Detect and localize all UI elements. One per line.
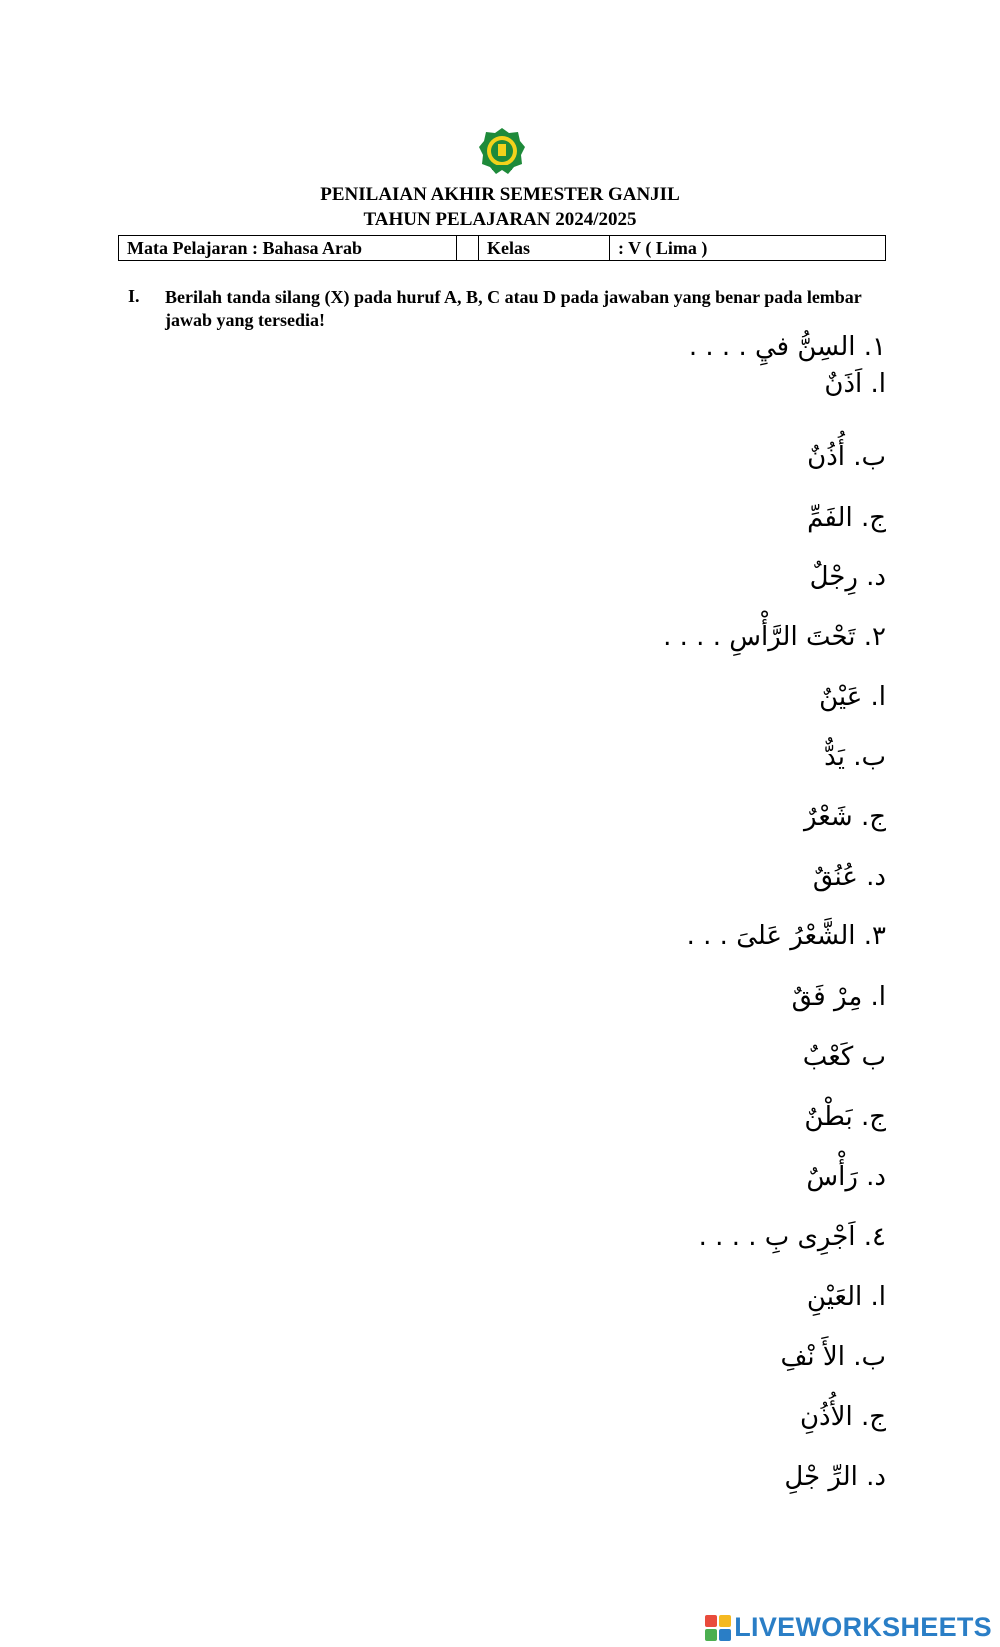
- question-1-option-b: ب. أُذُنٌ: [807, 442, 886, 472]
- info-table: [118, 235, 886, 261]
- subject-cell: Mata Pelajaran : Bahasa Arab: [119, 236, 457, 260]
- question-3-option-a: ا. مِرْ فَقٌ: [791, 982, 886, 1012]
- instructions-text: Berilah tanda silang (X) pada huruf A, B, C atau D pada jawaban yang benar pada lembar jawab yang tersedia!: [165, 287, 862, 330]
- question-3-option-c: ج. بَطْنٌ: [804, 1102, 886, 1132]
- question-4-option-b: ب. الأَ نْفِ: [780, 1342, 886, 1372]
- section-number: I.: [128, 286, 140, 306]
- question-3: ٣. الشَّعْرُ عَلىَ . . .: [686, 921, 886, 951]
- class-value-cell: : V ( Lima ): [618, 237, 708, 258]
- question-4-option-d: د. الرِّ جْلِ: [784, 1462, 886, 1492]
- question-1: ١. السِنُّ فيِ . . . .: [688, 332, 886, 362]
- question-2: ٢. تَحْتَ الرَّأْسِ . . . .: [663, 622, 886, 652]
- question-1-option-d: د. رِجْلٌ: [809, 562, 886, 592]
- blank-cell: [457, 236, 479, 260]
- question-4-option-a: ا. العَيْنِ: [806, 1282, 886, 1312]
- academic-year: TAHUN PELAJARAN 2024/2025: [363, 209, 637, 230]
- exam-title: PENILAIAN AKHIR SEMESTER GANJIL: [320, 184, 680, 205]
- question-2-option-a: ا. عَيْنٌ: [819, 682, 886, 712]
- class-label-cell: Kelas: [479, 236, 610, 260]
- liveworksheets-icon: [705, 1615, 731, 1641]
- question-4-option-c: ج. الأُذُنِ: [799, 1402, 886, 1432]
- question-3-option-b: ب كَعْبٌ: [802, 1042, 886, 1072]
- brand-name: LIVEWORKSHEETS: [734, 1612, 992, 1642]
- school-emblem-logo: [478, 127, 526, 175]
- question-4: ٤. اَجْرِى بِ . . . .: [698, 1222, 886, 1252]
- question-1-option-c: ج. الفَمِّ: [807, 503, 886, 533]
- question-2-option-c: ج. شَعْرٌ: [804, 802, 886, 832]
- question-3-option-d: د. رَأْسٌ: [806, 1162, 886, 1192]
- liveworksheets-logo[interactable]: [705, 1612, 992, 1643]
- question-2-option-d: د. عُنُقٌ: [812, 862, 886, 892]
- question-2-option-b: ب. يَدٌّ: [824, 742, 886, 772]
- question-1-option-a: ا. اَذَنٌ: [824, 369, 886, 399]
